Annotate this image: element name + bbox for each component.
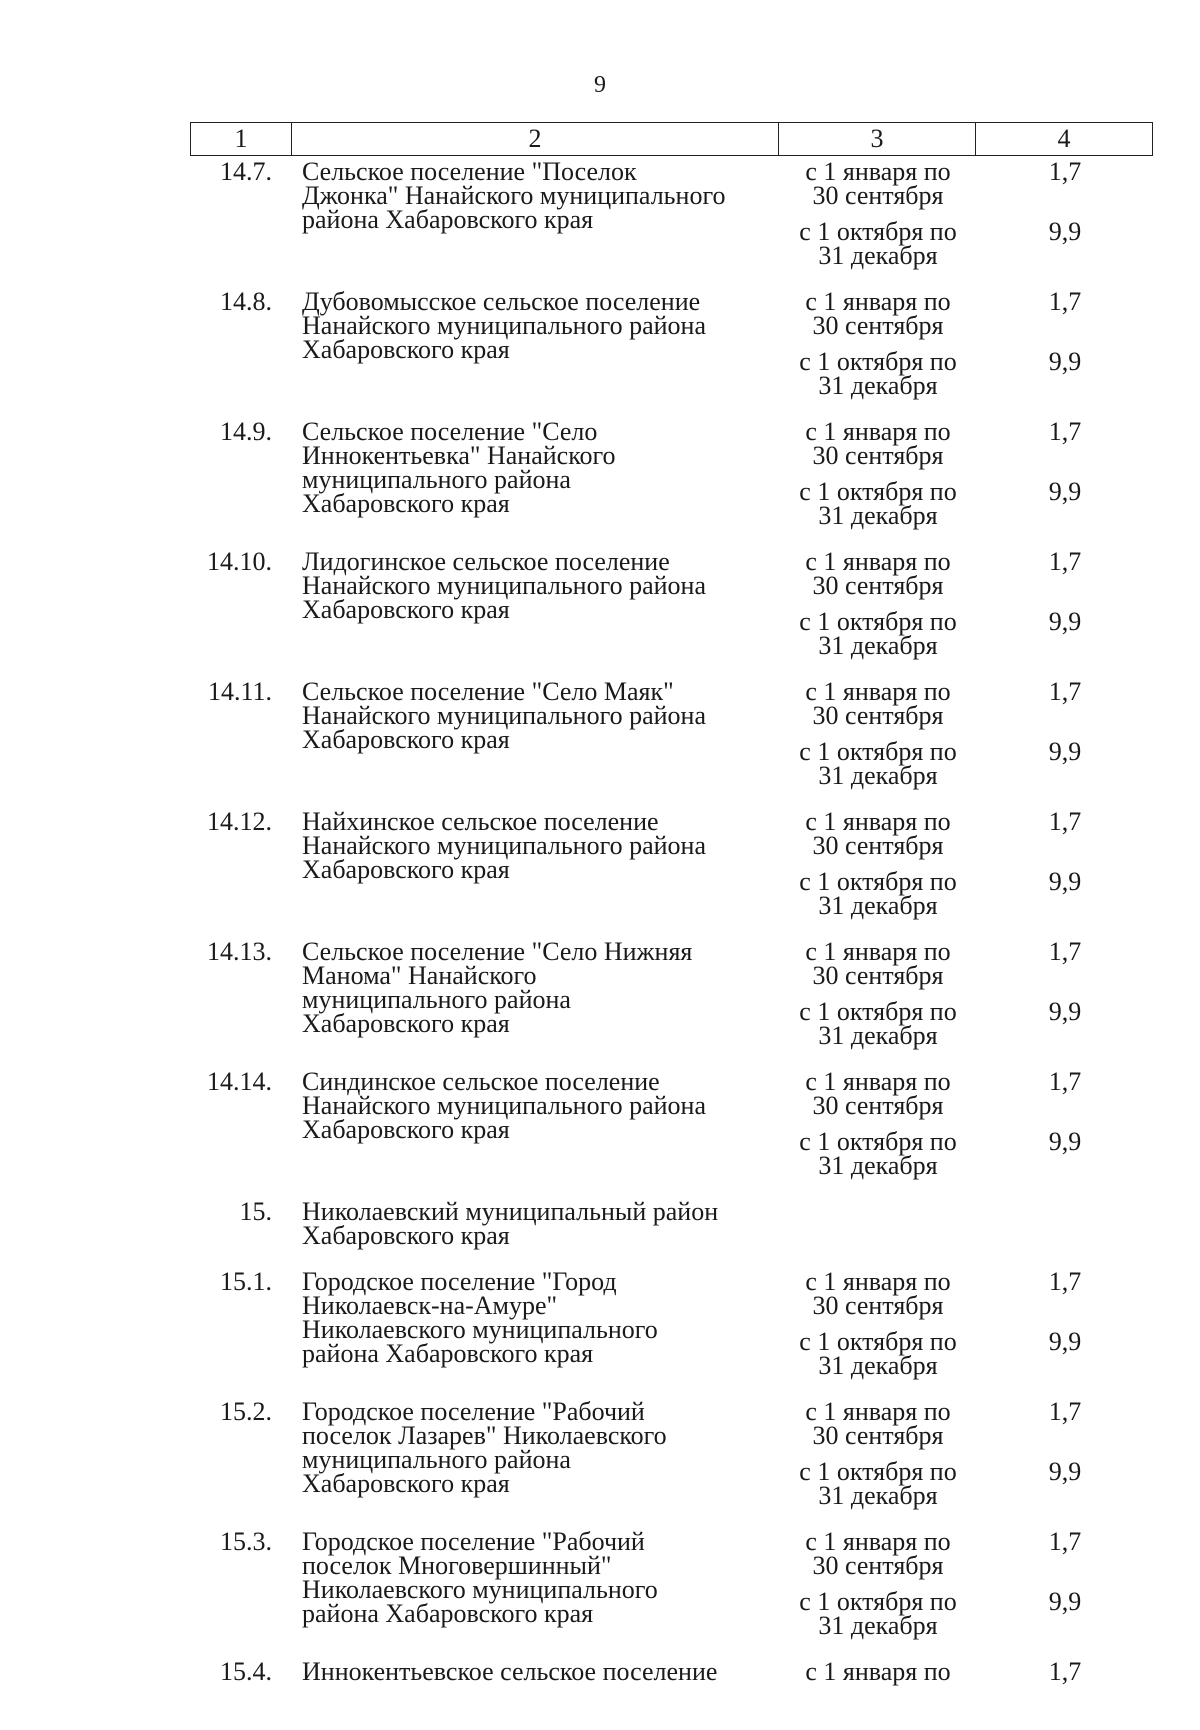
settlement-name-line: района Хабаровского края bbox=[302, 1599, 594, 1628]
coefficient-value: 1,7 bbox=[1048, 547, 1082, 576]
settlement-name bbox=[302, 1657, 772, 1686]
period bbox=[788, 1267, 968, 1320]
table-row bbox=[0, 1267, 1200, 1400]
period bbox=[788, 1587, 968, 1640]
settlement-name bbox=[302, 1197, 772, 1250]
settlement-name-line: Иннокентьевское сельское поселение bbox=[302, 1657, 718, 1686]
period bbox=[788, 217, 968, 270]
settlement-name-line: Нанайского муниципального района bbox=[302, 1091, 707, 1120]
row-number: 14.13. bbox=[207, 937, 272, 966]
row-number: 14.11. bbox=[207, 677, 272, 706]
period bbox=[788, 347, 968, 400]
settlement-name-line: Николаевск-на-Амуре" bbox=[302, 1291, 558, 1320]
row-number: 15.2. bbox=[220, 1397, 272, 1426]
settlement-name bbox=[302, 807, 772, 884]
coefficient-value: 1,7 bbox=[1048, 1267, 1082, 1296]
period-line: с 1 октября по bbox=[799, 347, 957, 376]
table-row bbox=[0, 417, 1200, 550]
settlement-name-line: Хабаровского края bbox=[302, 1221, 510, 1250]
coefficient-value: 9,9 bbox=[1048, 997, 1082, 1026]
row-number: 15.3. bbox=[220, 1527, 272, 1556]
coefficient-value: 9,9 bbox=[1048, 347, 1082, 376]
table-row bbox=[0, 937, 1200, 1070]
row-number: 14.14. bbox=[207, 1067, 272, 1096]
settlement-name bbox=[302, 1267, 772, 1368]
table-row bbox=[0, 1527, 1200, 1660]
settlement-name-line: Николаевского муниципального bbox=[302, 1315, 658, 1344]
column-header-2: 2 bbox=[292, 123, 779, 156]
period-line: с 1 октября по bbox=[799, 867, 957, 896]
period-line: 31 декабря bbox=[818, 501, 938, 530]
period-line: с 1 октября по bbox=[799, 217, 957, 246]
period bbox=[788, 807, 968, 860]
period bbox=[788, 1457, 968, 1510]
period bbox=[788, 737, 968, 790]
row-number: 15.1. bbox=[220, 1267, 272, 1296]
period-line: 31 декабря bbox=[818, 1351, 938, 1380]
row-number: 14.9. bbox=[220, 417, 272, 446]
settlement-name-line: Нанайского муниципального района bbox=[302, 311, 707, 340]
settlement-name-line: Хабаровского края bbox=[302, 855, 510, 884]
period bbox=[788, 417, 968, 470]
settlement-name-line: Городское поселение "Рабочий bbox=[302, 1527, 645, 1556]
period-line: с 1 октября по bbox=[799, 997, 957, 1026]
document-rows bbox=[0, 157, 1200, 1730]
settlement-name-line: муниципального района bbox=[302, 1445, 571, 1474]
period-line: с 1 октября по bbox=[799, 1127, 957, 1156]
settlement-name-line: Хабаровского края bbox=[302, 489, 510, 518]
period-line: с 1 января по bbox=[805, 1657, 951, 1686]
table-row bbox=[0, 1397, 1200, 1530]
coefficient-value: 1,7 bbox=[1048, 1067, 1082, 1096]
period bbox=[788, 287, 968, 340]
period bbox=[788, 1657, 968, 1686]
settlement-name bbox=[302, 547, 772, 624]
period bbox=[788, 677, 968, 730]
settlement-name-line: Дубовомысское сельское поселение bbox=[302, 287, 701, 316]
table-row bbox=[0, 547, 1200, 680]
period-line: с 1 января по bbox=[805, 417, 951, 446]
period-line: 30 сентября bbox=[812, 961, 944, 990]
coefficient-value: 9,9 bbox=[1048, 737, 1082, 766]
settlement-name-line: района Хабаровского края bbox=[302, 205, 594, 234]
table-row bbox=[0, 677, 1200, 810]
period-line: с 1 января по bbox=[805, 287, 951, 316]
period bbox=[788, 1067, 968, 1120]
settlement-name-line: Сельское поселение "Село bbox=[302, 417, 598, 446]
coefficient-value: 9,9 bbox=[1048, 477, 1082, 506]
period-line: с 1 октября по bbox=[799, 1327, 957, 1356]
period-line: 30 сентября bbox=[812, 1421, 944, 1450]
row-number: 15. bbox=[239, 1197, 272, 1226]
settlement-name-line: Городское поселение "Рабочий bbox=[302, 1397, 645, 1426]
period-line: 30 сентября bbox=[812, 441, 944, 470]
period-line: с 1 января по bbox=[805, 547, 951, 576]
period bbox=[788, 937, 968, 990]
settlement-name-line: Иннокентьевка" Нанайского bbox=[302, 441, 616, 470]
period bbox=[788, 997, 968, 1050]
period-line: 30 сентября bbox=[812, 701, 944, 730]
period bbox=[788, 607, 968, 660]
period-line: 30 сентября bbox=[812, 1551, 944, 1580]
settlement-name-line: Сельское поселение "Село Маяк" bbox=[302, 677, 674, 706]
settlement-name bbox=[302, 287, 772, 364]
period-line: 30 сентября bbox=[812, 181, 944, 210]
table-row bbox=[0, 1067, 1200, 1200]
settlement-name-line: Хабаровского края bbox=[302, 1009, 510, 1038]
settlement-name-line: Николаевского муниципального bbox=[302, 1575, 658, 1604]
coefficient-value: 9,9 bbox=[1048, 867, 1082, 896]
period-line: с 1 января по bbox=[805, 1067, 951, 1096]
period-line: с 1 января по bbox=[805, 807, 951, 836]
period-line: с 1 октября по bbox=[799, 1457, 957, 1486]
period bbox=[788, 1327, 968, 1380]
coefficient-value: 1,7 bbox=[1048, 1527, 1082, 1556]
settlement-name-line: Нанайского муниципального района bbox=[302, 701, 707, 730]
settlement-name-line: Хабаровского края bbox=[302, 725, 510, 754]
period-line: с 1 октября по bbox=[799, 1587, 957, 1616]
period bbox=[788, 1397, 968, 1450]
settlement-name bbox=[302, 417, 772, 518]
period bbox=[788, 1127, 968, 1180]
period bbox=[788, 157, 968, 210]
period-line: с 1 октября по bbox=[799, 737, 957, 766]
settlement-name-line: Нанайского муниципального района bbox=[302, 831, 707, 860]
coefficient-value: 1,7 bbox=[1048, 677, 1082, 706]
table-row bbox=[0, 1197, 1200, 1270]
period-line: с 1 января по bbox=[805, 1397, 951, 1426]
row-number: 14.8. bbox=[220, 287, 272, 316]
settlement-name-line: Хабаровского края bbox=[302, 335, 510, 364]
settlement-name-line: Хабаровского края bbox=[302, 595, 510, 624]
coefficient-value: 1,7 bbox=[1048, 287, 1082, 316]
coefficient-value: 9,9 bbox=[1048, 1327, 1082, 1356]
period bbox=[788, 867, 968, 920]
period-line: 30 сентября bbox=[812, 571, 944, 600]
table-row bbox=[0, 807, 1200, 940]
settlement-name-line: муниципального района bbox=[302, 985, 571, 1014]
column-header-3: 3 bbox=[779, 123, 976, 156]
settlement-name-line: Синдинское сельское поселение bbox=[302, 1067, 660, 1096]
settlement-name-line: Лидогинское сельское поселение bbox=[302, 547, 670, 576]
period-line: с 1 января по bbox=[805, 1527, 951, 1556]
settlement-name-line: Сельское поселение "Село Нижняя bbox=[302, 937, 693, 966]
period-line: 30 сентября bbox=[812, 311, 944, 340]
coefficient-value: 1,7 bbox=[1048, 807, 1082, 836]
page-number: 9 bbox=[594, 72, 606, 98]
settlement-name-line: района Хабаровского края bbox=[302, 1339, 594, 1368]
column-header-table bbox=[190, 122, 1153, 156]
settlement-name bbox=[302, 157, 772, 234]
period bbox=[788, 1527, 968, 1580]
coefficient-value: 9,9 bbox=[1048, 1587, 1082, 1616]
settlement-name bbox=[302, 1527, 772, 1628]
period-line: 31 декабря bbox=[818, 631, 938, 660]
row-number: 14.12. bbox=[207, 807, 272, 836]
period-line: 31 декабря bbox=[818, 1021, 938, 1050]
settlement-name bbox=[302, 937, 772, 1038]
settlement-name-line: Нанайского муниципального района bbox=[302, 571, 707, 600]
period-line: 30 сентября bbox=[812, 831, 944, 860]
coefficient-value: 9,9 bbox=[1048, 607, 1082, 636]
coefficient-value: 1,7 bbox=[1048, 157, 1082, 186]
coefficient-value: 1,7 bbox=[1048, 1657, 1082, 1686]
table-row bbox=[0, 1657, 1200, 1730]
period-line: с 1 октября по bbox=[799, 607, 957, 636]
column-header-1: 1 bbox=[191, 123, 292, 156]
settlement-name-line: поселок Многовершинный" bbox=[302, 1551, 612, 1580]
settlement-name-line: Городское поселение "Город bbox=[302, 1267, 617, 1296]
settlement-name-line: Найхинское сельское поселение bbox=[302, 807, 659, 836]
settlement-name-line: Николаевский муниципальный район bbox=[302, 1197, 719, 1226]
column-header-row bbox=[191, 123, 1153, 156]
period-line: с 1 октября по bbox=[799, 477, 957, 506]
column-header-4: 4 bbox=[976, 123, 1153, 156]
coefficient-value: 9,9 bbox=[1048, 1457, 1082, 1486]
row-number: 14.10. bbox=[207, 547, 272, 576]
settlement-name-line: Джонка" Нанайского муниципального bbox=[302, 181, 726, 210]
row-number: 15.4. bbox=[220, 1657, 272, 1686]
settlement-name-line: муниципального района bbox=[302, 465, 571, 494]
settlement-name-line: Манома" Нанайского bbox=[302, 961, 537, 990]
coefficient-value: 1,7 bbox=[1048, 937, 1082, 966]
period-line: с 1 января по bbox=[805, 677, 951, 706]
period-line: 30 сентября bbox=[812, 1291, 944, 1320]
settlement-name bbox=[302, 1397, 772, 1498]
period-line: с 1 января по bbox=[805, 157, 951, 186]
period bbox=[788, 477, 968, 530]
table-row bbox=[0, 287, 1200, 420]
coefficient-value: 1,7 bbox=[1048, 417, 1082, 446]
row-number: 14.7. bbox=[220, 157, 272, 186]
settlement-name-line: Сельское поселение "Поселок bbox=[302, 157, 637, 186]
period-line: 31 декабря bbox=[818, 241, 938, 270]
period-line: 31 декабря bbox=[818, 1611, 938, 1640]
coefficient-value: 9,9 bbox=[1048, 217, 1082, 246]
coefficient-value: 9,9 bbox=[1048, 1127, 1082, 1156]
period-line: с 1 января по bbox=[805, 937, 951, 966]
period-line: 31 декабря bbox=[818, 761, 938, 790]
period-line: 31 декабря bbox=[818, 1481, 938, 1510]
period bbox=[788, 547, 968, 600]
settlement-name bbox=[302, 1067, 772, 1144]
coefficient-value: 1,7 bbox=[1048, 1397, 1082, 1426]
settlement-name-line: Хабаровского края bbox=[302, 1115, 510, 1144]
settlement-name bbox=[302, 677, 772, 754]
period-line: 30 сентября bbox=[812, 1091, 944, 1120]
table-row bbox=[0, 157, 1200, 290]
period-line: 31 декабря bbox=[818, 1151, 938, 1180]
period-line: 31 декабря bbox=[818, 891, 938, 920]
settlement-name-line: поселок Лазарев" Николаевского bbox=[302, 1421, 667, 1450]
settlement-name-line: Хабаровского края bbox=[302, 1469, 510, 1498]
period-line: с 1 января по bbox=[805, 1267, 951, 1296]
period-line: 31 декабря bbox=[818, 371, 938, 400]
